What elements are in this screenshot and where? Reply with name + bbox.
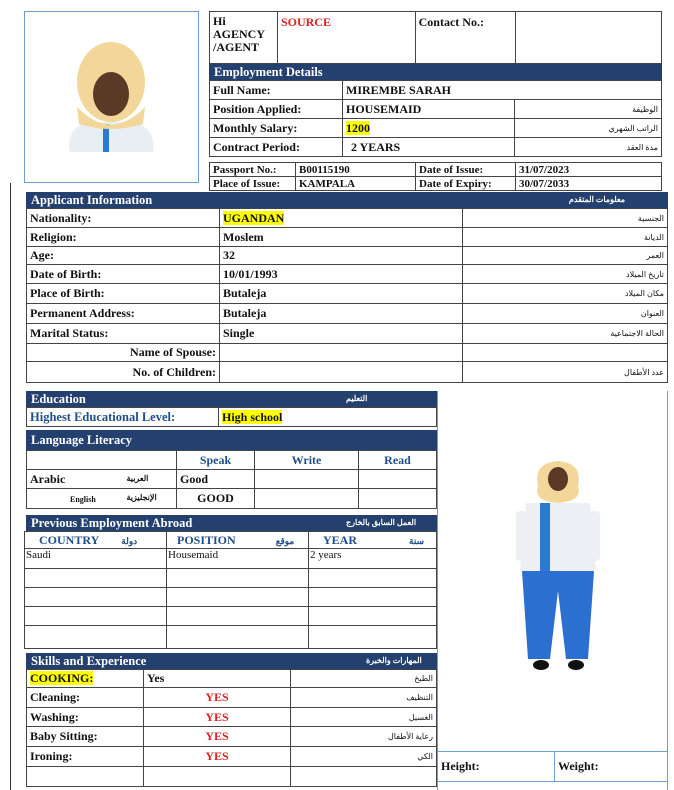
place-issue-value: KAMPALA [296,177,416,191]
fullbody-photo-frame [437,391,668,790]
passport-no-value: B00115190 [296,163,416,177]
spouse-ar [463,344,668,362]
position-ar: الوظيفة [515,100,662,119]
education-level-value: High school [222,409,283,424]
prev-country-0: Saudi [25,549,167,569]
prev-position-2 [167,588,309,607]
country-col: COUNTRY [39,532,100,547]
country-col-ar: دولة [121,535,138,546]
address-value: Butaleja [220,304,463,324]
position-label: Position Applied: [210,100,343,119]
salary-label: Monthly Salary: [210,119,343,138]
position-value: HOUSEMAID [343,100,515,119]
religion-label: Religion: [27,228,220,247]
prev-position-3 [167,607,309,626]
agency-value: SOURCE [277,12,415,64]
washing-label: Washing: [27,708,144,727]
prev-year-4 [309,626,437,649]
salary-value: 1200 [346,120,370,135]
prev-position-1 [167,569,309,588]
education-level-label: Highest Educational Level: [27,408,219,427]
cleaning-ar: التنظيف [291,688,437,708]
babysitting-label: Baby Sitting: [27,727,144,747]
previous-table [24,531,437,649]
speak-col: Speak [177,451,255,470]
date-expiry-value: 30/07/2033 [516,177,662,191]
salary-ar: الراتب الشهري [515,119,662,138]
children-label: No. of Children: [27,362,220,383]
date-expiry-label: Date of Expiry: [416,177,516,191]
passport-table [209,162,662,191]
height-label: Height: [438,752,555,782]
babysitting-value: YES [144,727,291,747]
skills-header-text: Skills and Experience [31,654,147,668]
nationality-label: Nationality: [27,209,220,228]
pob-ar: مكان الميلاد [463,284,668,304]
age-label: Age: [27,247,220,265]
read-col: Read [359,451,437,470]
english-read [359,489,437,509]
portrait-image [25,12,198,182]
previous-header-text: Previous Employment Abroad [31,516,193,530]
contract-ar: مدة العقد [515,138,662,157]
agency-table [209,11,662,64]
prev-year-1 [309,569,437,588]
employment-table [209,80,662,157]
washing-ar: الغسيل [291,708,437,727]
address-ar: العنوان [463,304,668,324]
washing-value: YES [144,708,291,727]
arabic-ar: العربية [126,473,149,483]
ironing-ar: الكي [291,747,437,767]
left-border [10,183,11,790]
previous-header-ar: العمل السابق بالخارج [346,518,417,527]
pob-value: Butaleja [220,284,463,304]
prev-position-4 [167,626,309,649]
dob-value: 10/01/1993 [220,265,463,284]
weight-label: Weight: [555,752,668,782]
prev-country-2 [25,588,167,607]
address-label: Permanent Address: [27,304,220,324]
date-issue-label: Date of Issue: [416,163,516,177]
fullbody-image [438,391,667,751]
place-issue-label: Place of Issue: [210,177,296,191]
pob-label: Place of Birth: [27,284,220,304]
language-table [26,450,437,509]
prev-year-2 [309,588,437,607]
spouse-label: Name of Spouse: [27,344,220,362]
height-weight-table [437,751,668,782]
marital-value: Single [220,324,463,344]
children-value [220,362,463,383]
skills-table [26,669,437,787]
year-col-ar: سنة [409,535,425,546]
portrait-photo [24,11,199,183]
religion-ar: الديانة [463,228,668,247]
prev-country-4 [25,626,167,649]
nationality-value: UGANDAN [223,210,285,225]
cleaning-label: Cleaning: [27,688,144,708]
contract-label: Contract Period: [210,138,343,157]
dob-label: Date of Birth: [27,265,220,284]
ironing-value: YES [144,747,291,767]
english-label: English [70,495,96,504]
applicant-header-ar: معلومات المتقدم [568,195,625,204]
education-header-text: Education [31,392,86,406]
ironing-label: Ironing: [27,747,144,767]
nationality-ar: الجنسية [463,209,668,228]
skills-header-ar: المهارات والخبرة [366,656,422,665]
applicant-header-text: Applicant Information [31,193,153,207]
contact-value [515,12,661,64]
children-ar: عدد الأطفال [463,362,668,383]
previous-header [26,515,437,531]
skills-header [26,653,437,669]
marital-ar: الحالة الاجتماعية [463,324,668,344]
passport-no-label: Passport No.: [210,163,296,177]
babysitting-ar: رعاية الأطفال [291,727,437,747]
arabic-read [359,470,437,489]
applicant-table [26,208,668,383]
marital-label: Marital Status: [27,324,220,344]
age-ar: العمر [463,247,668,265]
education-header [26,391,437,407]
position-col: POSITION [177,532,236,547]
religion-value: Moslem [220,228,463,247]
education-header-ar: التعليم [346,394,368,403]
cooking-value: Yes [144,670,291,688]
english-write [255,489,359,509]
arabic-label: Arabic [30,471,66,486]
language-header [26,430,437,450]
education-table [26,407,437,427]
spouse-value [220,344,463,362]
english-speak: GOOD [177,489,255,509]
contact-label: Contact No.: [415,12,515,64]
cooking-ar: الطبخ [291,670,437,688]
prev-country-3 [25,607,167,626]
age-value: 32 [220,247,463,265]
year-col: YEAR [323,532,358,547]
date-issue-value: 31/07/2023 [516,163,662,177]
english-ar: الإنجليزية [126,493,157,502]
cleaning-value: YES [144,688,291,708]
prev-country-1 [25,569,167,588]
employment-header-text: Employment Details [214,65,323,79]
prev-position-0: Housemaid [167,549,309,569]
position-col-ar: موقع [275,535,295,546]
fullname-label: Full Name: [210,81,343,100]
employment-header [209,64,662,80]
dob-ar: تاريخ الميلاد [463,265,668,284]
cooking-label: COOKING: [30,671,94,685]
agency-label: Hi AGENCY /AGENT [210,12,278,64]
language-header-text: Language Literacy [31,433,133,447]
contract-value: 2 YEARS [343,138,515,157]
arabic-write [255,470,359,489]
fullname-value: MIREMBE SARAH [343,81,662,100]
write-col: Write [255,451,359,470]
prev-year-3 [309,607,437,626]
applicant-header [26,192,668,208]
arabic-speak: Good [177,470,255,489]
prev-year-0: 2 years [309,549,437,569]
